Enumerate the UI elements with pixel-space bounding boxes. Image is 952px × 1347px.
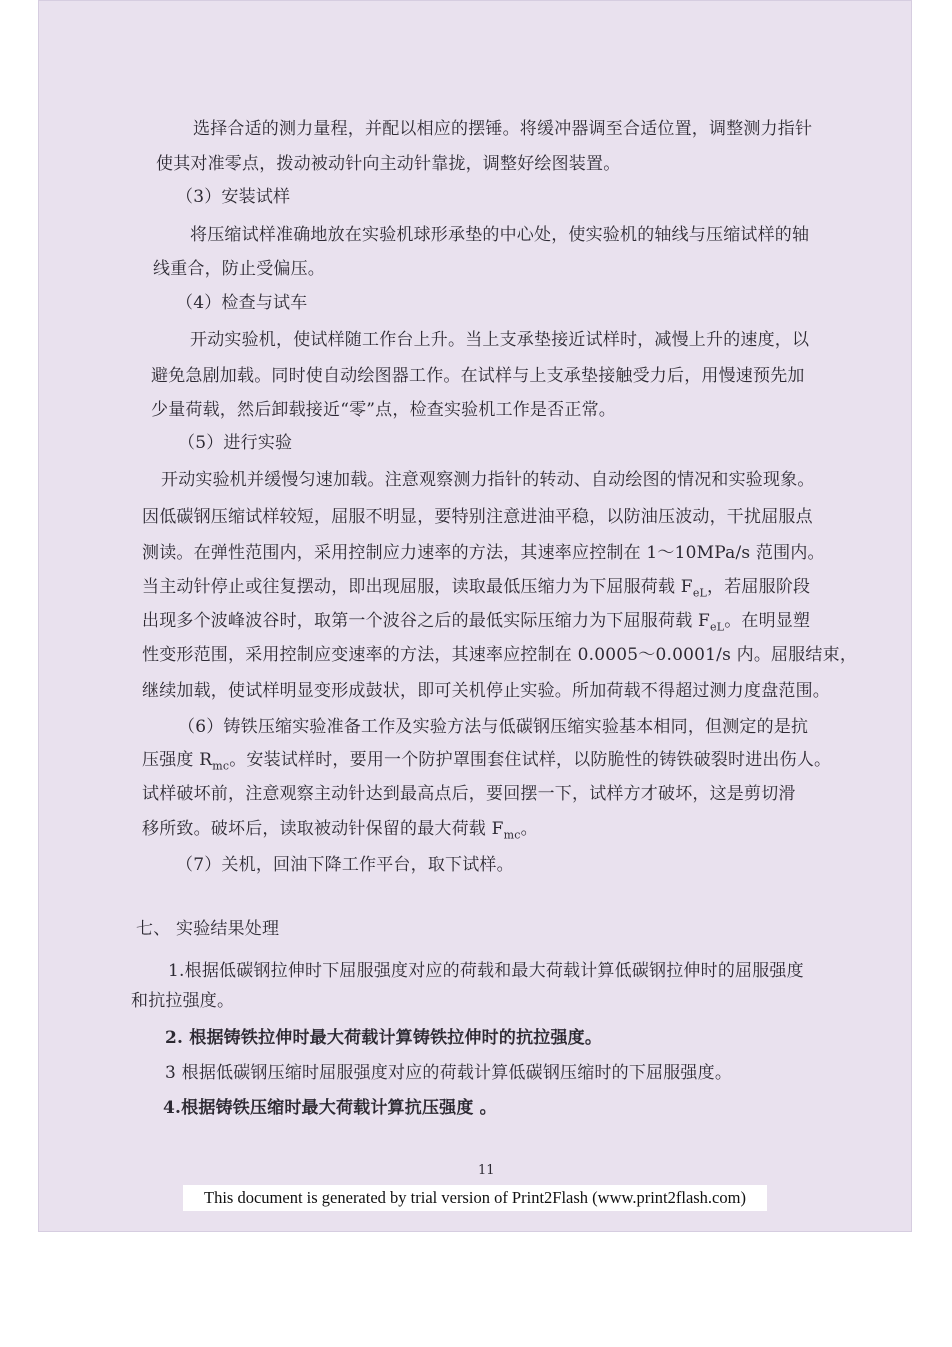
text-line: （6）铸铁压缩实验准备工作及实验方法与低碳钢压缩实验基本相同，但测定的是抗 — [178, 717, 809, 737]
text-line: 因低碳钢压缩试样较短，屈服不明显，要特别注意进油平稳，以防油压波动，干扰屈服点 — [142, 507, 813, 527]
text-line: 当主动针停止或往复摆动，即出现屈服，读取最低压缩力为下屈服荷载 $F_{eL}$，若屈服阶段 — [142, 577, 811, 600]
section-title: 七、 实验结果处理 — [136, 919, 280, 939]
text-line: 选择合适的测力量程，并配以相应的摆锤。将缓冲器调至合适位置，调整测力指针 — [193, 119, 813, 139]
trial-notice: This document is generated by trial version of Print2Flash (www.print2flash.com) — [183, 1185, 767, 1211]
text-line: 压强度 $R_{mc}$。安装试样时，要用一个防护罩围套住试样，以防脆性的铸铁破裂时进出伤人。 — [142, 750, 832, 773]
text-line: （7）关机，回油下降工作平台，取下试样。 — [176, 855, 514, 875]
text-line: 试样破坏前，注意观察主动针达到最高点后，要回摆一下，试样方才破坏，这是剪切滑 — [142, 784, 796, 804]
list-item: 1.根据低碳钢拉伸时下屈服强度对应的荷载和最大荷载计算低碳钢拉伸时的屈服强度 — [168, 961, 804, 981]
text-line: 线重合，防止受偏压。 — [153, 259, 325, 279]
text-line: 避免急剧加载。同时使自动绘图器工作。在试样与上支承垫接触受力后，用慢速预先加 — [151, 366, 805, 386]
section-heading: （5）进行实验 — [178, 433, 293, 453]
text-line: 少量荷载，然后卸载接近“零”点，检查实验机工作是否正常。 — [151, 400, 616, 420]
text-line: 测读。在弹性范围内，采用控制应力速率的方法，其速率应控制在 1～10MPa/s 范围内。 — [142, 543, 825, 563]
text-line: 移所致。破坏后，读取被动针保留的最大荷载 $F_{mc}$。 — [142, 819, 538, 842]
text-line: 和抗拉强度。 — [131, 991, 235, 1011]
list-item: 4.根据铸铁压缩时最大荷载计算抗压强度 。 — [163, 1098, 497, 1118]
text-line: 继续加载，使试样明显变形成鼓状，即可关机停止实验。所加荷载不得超过测力度盘范围。 — [142, 681, 830, 701]
section-heading: （3）安装试样 — [176, 187, 291, 207]
text-line: 性变形范围，采用控制应变速率的方法，其速率应控制在 0.0005～0.0001/s 内。屈服结束， — [142, 645, 858, 665]
section-heading: （4）检查与试车 — [176, 293, 308, 313]
text-line: 将压缩试样准确地放在实验机球形承垫的中心处，使实验机的轴线与压缩试样的轴 — [190, 225, 810, 245]
text-line: 开动实验机并缓慢匀速加载。注意观察测力指针的转动、自动绘图的情况和实验现象。 — [161, 470, 815, 490]
page-number: 11 — [478, 1163, 495, 1178]
text-line: 使其对准零点，拨动被动针向主动针靠拢，调整好绘图装置。 — [156, 154, 621, 174]
text-line: 出现多个波峰波谷时，取第一个波谷之后的最低实际压缩力为下屈服荷载 $F_{eL}$。在明显塑 — [142, 611, 811, 634]
text-line: 开动实验机，使试样随工作台上升。当上支承垫接近试样时，减慢上升的速度，以 — [190, 330, 810, 350]
list-item: 2. 根据铸铁拉伸时最大荷载计算铸铁拉伸时的抗拉强度。 — [165, 1028, 603, 1048]
list-item: 3 根据低碳钢压缩时屈服强度对应的荷载计算低碳钢压缩时的下屈服强度。 — [165, 1063, 733, 1083]
